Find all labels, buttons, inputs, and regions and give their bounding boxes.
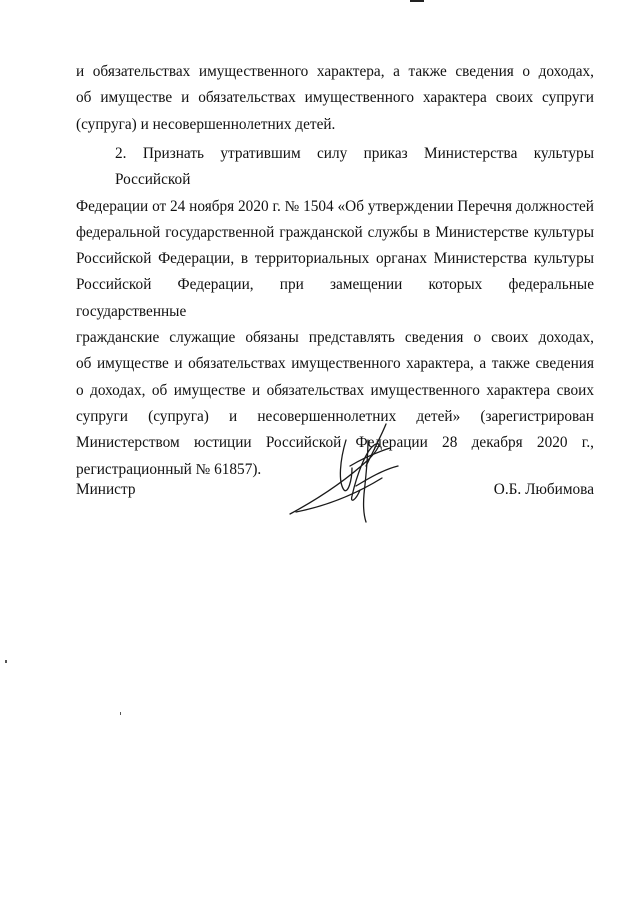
- text-line: 2. Признать утратившим силу приказ Министерства культуры Российской: [115, 145, 594, 189]
- signatory-position: Министр: [76, 481, 136, 498]
- scan-speck: [120, 712, 121, 715]
- text-line: гражданские служащие обязаны представлять сведения о своих доходах,: [76, 329, 594, 347]
- paragraph-1: [76, 59, 594, 138]
- text-line: федеральной государственной гражданской службы в Министерстве культуры: [76, 223, 594, 241]
- text-line: регистрационный № 61857).: [76, 460, 262, 478]
- text-line: супруги (супруга) и несовершеннолетних детей» (зарегистрирован: [76, 407, 594, 425]
- text-line: об имуществе и обязательствах имущественного характера, а также сведения: [76, 355, 594, 373]
- handwritten-signature: [286, 420, 406, 524]
- signatory-name: О.Б. Любимова: [493, 481, 594, 498]
- text-line: Федерации от 24 ноября 2020 г. № 1504 «Об утверждении Перечня должностей: [76, 197, 594, 215]
- text-line: Российской Федерации, в территориальных органах Министерства культуры: [76, 250, 594, 268]
- text-line: (супруга) и несовершеннолетних детей.: [76, 115, 336, 133]
- text-line: о доходах, об имуществе и обязательствах имущественного характера своих: [76, 381, 594, 399]
- text-line: Министерством юстиции Российской Федерации 28 декабря 2020 г.,: [76, 434, 594, 452]
- page-edge-mark: [410, 0, 424, 2]
- text-line: об имуществе и обязательствах имущественного характера своих супруги: [76, 89, 594, 107]
- text-line: и обязательствах имущественного характера, а также сведения о доходах,: [76, 63, 594, 80]
- text-line: Российской Федерации, при замещении которых федеральные государственные: [76, 276, 594, 320]
- scan-speck: [5, 660, 7, 663]
